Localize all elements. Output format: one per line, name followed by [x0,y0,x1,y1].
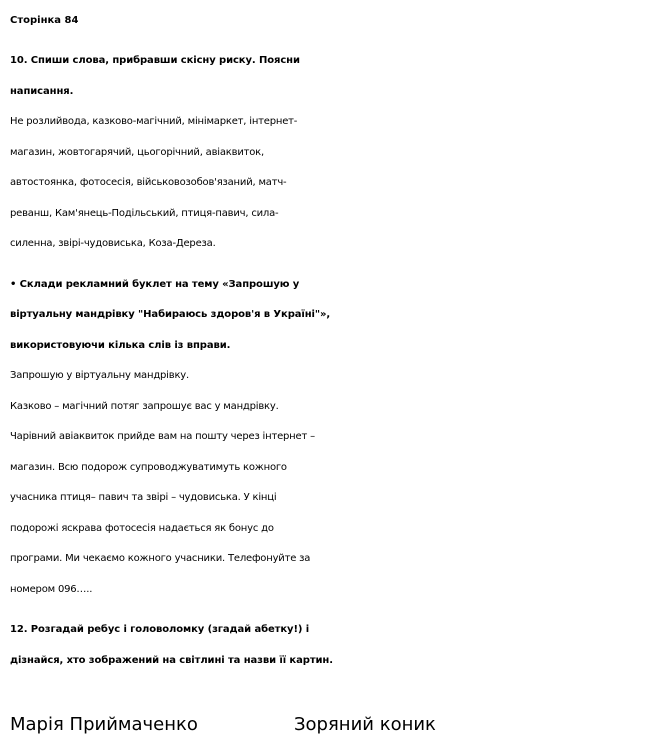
answer-artist: Марія Приймаченко [10,714,198,735]
task-10-title-line: 10. Спиши слова, прибравши скісну риску. Поясни [10,55,300,66]
booklet-title-line: • Склади рекламний буклет на тему «Запрошую у [10,278,300,290]
homework-page [10,4,640,676]
page-header: Сторінка 84 [10,15,79,26]
task-10-body-line: Не розлийвода, казково-магічний, мінімаркет, інтернет- [10,116,298,127]
booklet-body-line: Чарівний авіаквиток прийде вам на пошту через інтернет – [10,431,315,442]
booklet-body-line: Казково – магічний потяг запрошує вас у мандрівку. [10,400,279,412]
booklet-body-line: магазин. Всю подорож супроводжуватимуть кожного [10,461,287,473]
task-12-title-line: 12. Розгадай ребус і головоломку (згадай абетку!) і [10,624,310,635]
booklet-body-line: Запрошую у віртуальну мандрівку. [10,370,189,381]
task-12 [10,615,640,676]
booklet-body-line: номером 096….. [10,583,93,595]
task-12-title-line: дізнайся, хто зображений на світлині та назви її картин. [10,654,333,666]
booklet-body-line: учасника птиця– павич та звірі – чудовиська. У кінці [10,492,277,503]
answer-painting: Зоряний коник [294,714,436,735]
task-10-title-line: написання. [10,85,74,97]
booklet-title-line: використовуючи кілька слів із вправи. [10,339,231,351]
booklet-body-line: подорожі яскрава фотосесія надається як бонус до [10,522,274,534]
task-10-body-line: магазин, жовтогарячий, цьогорічний, авіаквиток, [10,146,264,158]
task-10 [10,46,640,260]
booklet-task [10,270,640,606]
booklet-title-line: віртуальну мандрівку "Набираюсь здоров'я в Україні"», [10,309,331,320]
task-10-body-line: реванш, Кам'янець-Подільський, птиця-павич, сила- [10,207,279,219]
task-10-body-line: силенна, звірі-чудовиська, Коза-Дереза. [10,238,216,249]
booklet-body-line: програми. Ми чекаємо кожного учасники. Телефонуйте за [10,553,311,564]
task-10-body-line: автостоянка, фотосесія, військовозобов'язаний, матч- [10,177,287,188]
